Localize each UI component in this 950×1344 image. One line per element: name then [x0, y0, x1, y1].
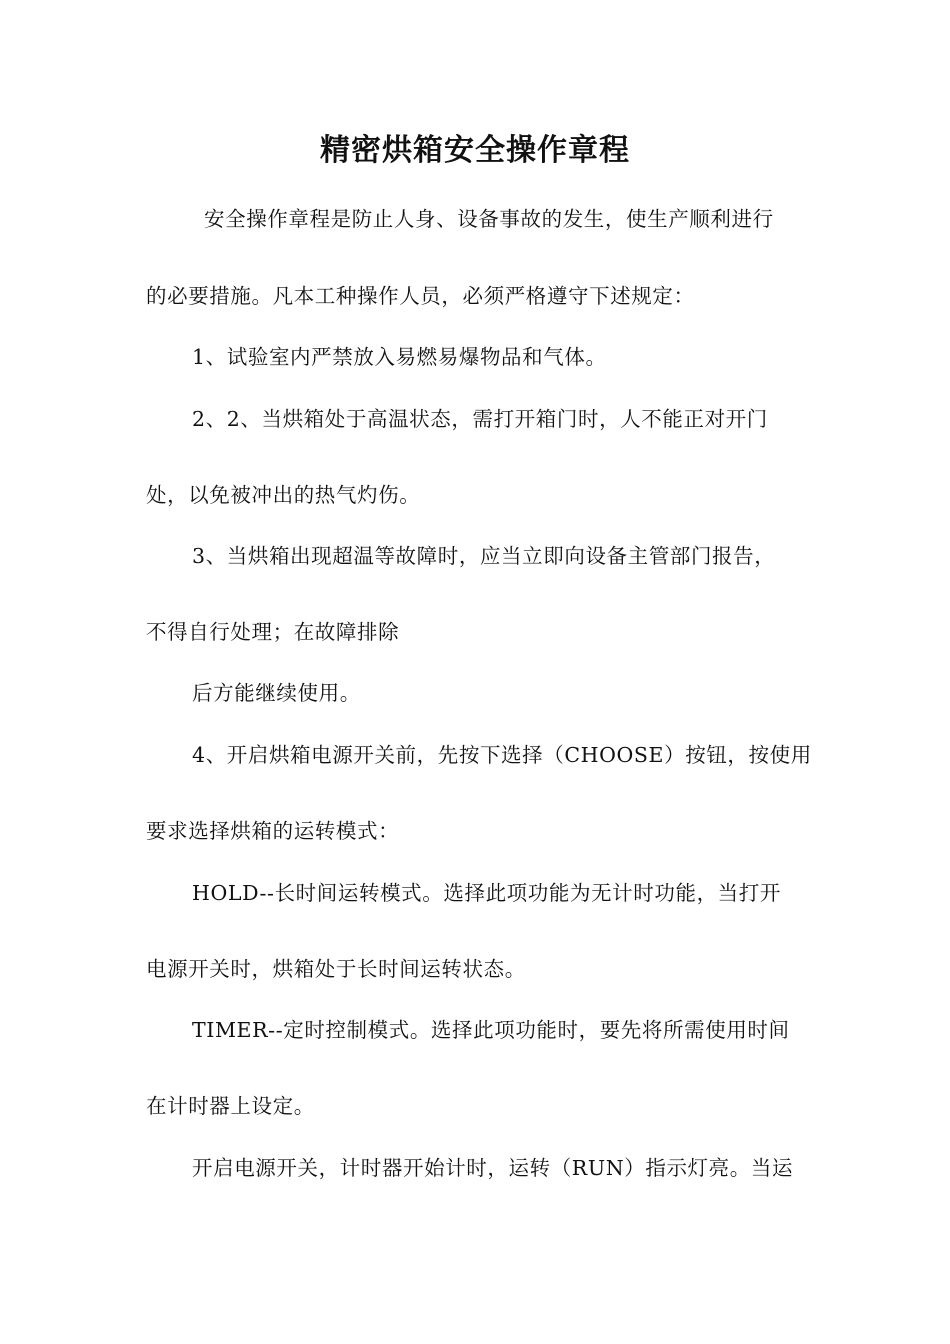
document-title: 精密烘箱安全操作章程 — [320, 133, 630, 168]
timer-mode-line-1: TIMER--定时控制模式。选择此项功能时，要先将所需使用时间 — [192, 1018, 790, 1042]
rule-2-line-2: 处，以免被冲出的热气灼伤。 — [146, 483, 421, 507]
hold-mode-line-1: HOLD--长时间运转模式。选择此项功能为无计时功能，当打开 — [192, 881, 781, 905]
timer-mode-line-2: 在计时器上设定。 — [146, 1094, 315, 1118]
rule-2-line-1: 2、2、当烘箱处于高温状态，需打开箱门时，人不能正对开门 — [192, 407, 768, 431]
paragraph-line-intro-1: 安全操作章程是防止人身、设备事故的发生，使生产顺利进行 — [204, 207, 774, 231]
hold-mode-line-2: 电源开关时，烘箱处于长时间运转状态。 — [146, 957, 526, 981]
rule-3-line-2: 不得自行处理；在故障排除 — [146, 620, 400, 644]
rule-3-line-3: 后方能继续使用。 — [192, 681, 361, 705]
rule-1-line-1: 1、试验室内严禁放入易燃易爆物品和气体。 — [192, 345, 607, 369]
rule-3-line-1: 3、当烘箱出现超温等故障时，应当立即向设备主管部门报告， — [192, 544, 776, 568]
timer-mode-line-3: 开启电源开关，计时器开始计时，运转（RUN）指示灯亮。当运 — [192, 1156, 794, 1180]
rule-4-line-2: 要求选择烘箱的运转模式： — [146, 819, 400, 843]
paragraph-line-intro-2: 的必要措施。凡本工种操作人员，必须严格遵守下述规定： — [146, 284, 695, 308]
rule-4-line-1: 4、开启烘箱电源开关前，先按下选择（CHOOSE）按钮，按使用 — [192, 743, 812, 767]
